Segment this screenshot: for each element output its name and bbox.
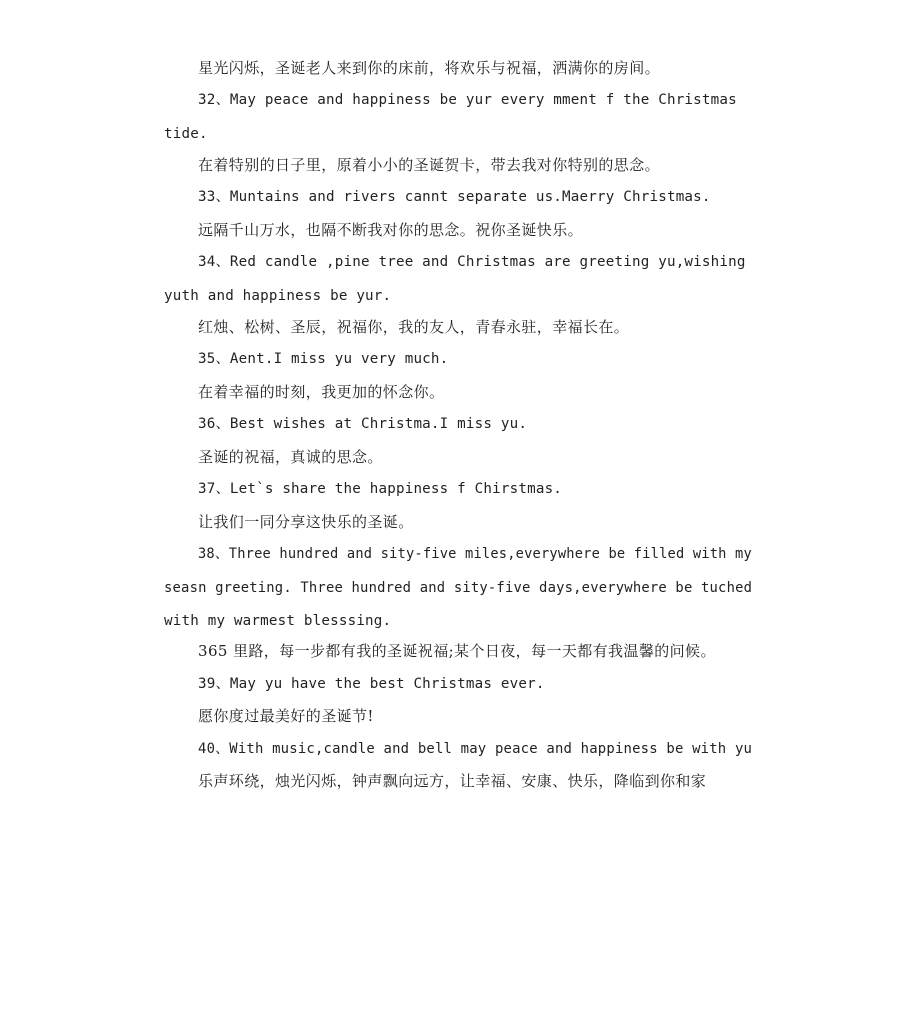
text-line: 40、With music,candle and bell may peace and happiness be with yu	[198, 741, 753, 757]
text-line: 33、Muntains and rivers cannt separate us.Maerry Christmas.	[198, 189, 711, 205]
text-line: 远隔千山万水，也隔不断我对你的思念。祝你圣诞快乐。	[198, 221, 584, 239]
text-line: yuth and happiness be yur.	[164, 288, 392, 304]
text-line: 让我们一同分享这快乐的圣诞。	[198, 513, 414, 531]
text-line: 红烛、松树、圣辰，祝福你，我的友人，青春永驻，幸福长在。	[198, 318, 630, 336]
text-line: 365 里路，每一步都有我的圣诞祝福;某个日夜，每一天都有我温馨的问候。	[198, 642, 716, 660]
text-line: 在着特别的日子里，原着小小的圣诞贺卡，带去我对你特别的思念。	[198, 156, 661, 174]
text-line: 36、Best wishes at Christma.I miss yu.	[198, 416, 528, 432]
text-line: 35、Aent.I miss yu very much.	[198, 351, 449, 367]
text-line: 37、Let`s share the happiness f Chirstmas.	[198, 481, 563, 497]
text-line: tide.	[164, 126, 208, 142]
text-line: 星光闪烁，圣诞老人来到你的床前，将欢乐与祝福，洒满你的房间。	[198, 59, 661, 77]
text-line: 在着幸福的时刻，我更加的怀念你。	[198, 383, 445, 401]
text-line: 圣诞的祝福，真诚的思念。	[198, 448, 383, 466]
text-line: 39、May yu have the best Christmas ever.	[198, 676, 545, 692]
text-line: 38、Three hundred and sity-five miles,everywhere be filled with my	[198, 546, 752, 562]
text-line: seasn greeting. Three hundred and sity-five days,everywhere be tuched	[164, 580, 753, 596]
text-line: with my warmest blesssing.	[164, 613, 392, 629]
text-line: 愿你度过最美好的圣诞节!	[198, 707, 374, 725]
text-line: 32、May peace and happiness be yur every mment f the Christmas	[198, 92, 737, 108]
text-line: 乐声环绕，烛光闪烁，钟声飘向远方，让幸福、安康、快乐，降临到你和家	[198, 772, 707, 790]
text-line: 34、Red candle ,pine tree and Christmas are greeting yu,wishing	[198, 254, 746, 270]
